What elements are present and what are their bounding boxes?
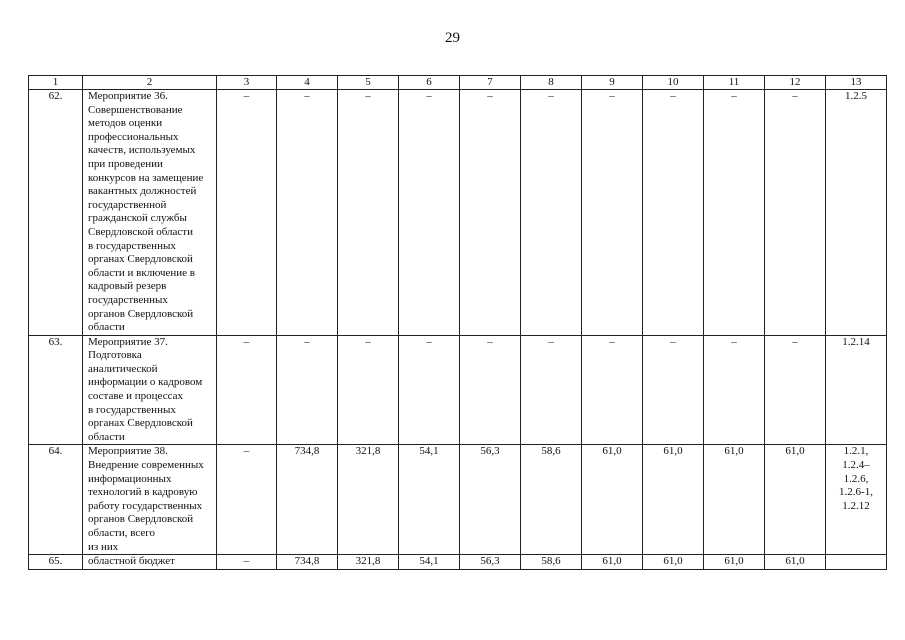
value-cell-col-8: – [521, 90, 582, 336]
column-header-3: 3 [217, 76, 277, 90]
column-header-13: 13 [826, 76, 887, 90]
activity-name-cell: Мероприятие 37. Подготовка аналитической информации о кадровом составе и процессах в государственных органах Свердловской области [83, 335, 217, 445]
column-header-7: 7 [460, 76, 521, 90]
column-header-6: 6 [399, 76, 460, 90]
value-cell-col-7: 56,3 [460, 555, 521, 570]
value-cell-col-3: – [217, 335, 277, 445]
column-header-4: 4 [277, 76, 338, 90]
row-number-cell: 63. [29, 335, 83, 445]
value-cell-col-4: – [277, 90, 338, 336]
target-code-cell [826, 555, 887, 570]
value-cell-col-5: – [338, 90, 399, 336]
value-cell-col-12: – [765, 335, 826, 445]
column-header-8: 8 [521, 76, 582, 90]
value-cell-col-6: 54,1 [399, 445, 460, 555]
table-row [29, 445, 887, 555]
activity-name-cell: Мероприятие 38. Внедрение современных информационных технологий в кадровую работу государственных органов Свердловской области, всего из них [83, 445, 217, 555]
column-header-9: 9 [582, 76, 643, 90]
value-cell-col-12: 61,0 [765, 445, 826, 555]
value-cell-col-7: 56,3 [460, 445, 521, 555]
value-cell-col-10: – [643, 335, 704, 445]
value-cell-col-7: – [460, 335, 521, 445]
table-row [29, 335, 887, 445]
value-cell-col-9: 61,0 [582, 555, 643, 570]
value-cell-col-5: – [338, 335, 399, 445]
value-cell-col-11: – [704, 90, 765, 336]
column-header-5: 5 [338, 76, 399, 90]
value-cell-col-7: – [460, 90, 521, 336]
row-number-cell: 62. [29, 90, 83, 336]
value-cell-col-3: – [217, 90, 277, 336]
value-cell-col-11: – [704, 335, 765, 445]
table-row [29, 555, 887, 570]
target-code-cell: 1.2.1, 1.2.4– 1.2.6, 1.2.6-1, 1.2.12 [826, 445, 887, 555]
value-cell-col-9: 61,0 [582, 445, 643, 555]
value-cell-col-9: – [582, 90, 643, 336]
program-activities-table [28, 75, 887, 570]
value-cell-col-10: 61,0 [643, 555, 704, 570]
column-header-1: 1 [29, 76, 83, 90]
value-cell-col-8: 58,6 [521, 555, 582, 570]
value-cell-col-5: 321,8 [338, 555, 399, 570]
page-number: 29 [445, 30, 460, 46]
target-code-cell: 1.2.5 [826, 90, 887, 336]
value-cell-col-8: 58,6 [521, 445, 582, 555]
value-cell-col-8: – [521, 335, 582, 445]
value-cell-col-12: 61,0 [765, 555, 826, 570]
column-header-2: 2 [83, 76, 217, 90]
value-cell-col-11: 61,0 [704, 445, 765, 555]
value-cell-col-4: – [277, 335, 338, 445]
activity-name-cell: областной бюджет [83, 555, 217, 570]
value-cell-col-12: – [765, 90, 826, 336]
column-header-11: 11 [704, 76, 765, 90]
value-cell-col-10: 61,0 [643, 445, 704, 555]
column-header-12: 12 [765, 76, 826, 90]
row-number-cell: 64. [29, 445, 83, 555]
value-cell-col-6: – [399, 335, 460, 445]
value-cell-col-10: – [643, 90, 704, 336]
target-code-cell: 1.2.14 [826, 335, 887, 445]
header-row [29, 76, 887, 90]
value-cell-col-4: 734,8 [277, 555, 338, 570]
value-cell-col-9: – [582, 335, 643, 445]
activity-name-cell: Мероприятие 36. Совершенствование методов оценки профессиональных качеств, используемых при проведении конкурсов на замещение вакантных должностей государственной гражданской службы Свердловской области в государственных органах Свердловской области и включение в кадровый резерв государственных органов Свердловской области [83, 90, 217, 336]
row-number-cell: 65. [29, 555, 83, 570]
table-row [29, 90, 887, 336]
value-cell-col-3: – [217, 555, 277, 570]
value-cell-col-3: – [217, 445, 277, 555]
value-cell-col-11: 61,0 [704, 555, 765, 570]
value-cell-col-6: 54,1 [399, 555, 460, 570]
value-cell-col-4: 734,8 [277, 445, 338, 555]
value-cell-col-5: 321,8 [338, 445, 399, 555]
column-header-10: 10 [643, 76, 704, 90]
value-cell-col-6: – [399, 90, 460, 336]
